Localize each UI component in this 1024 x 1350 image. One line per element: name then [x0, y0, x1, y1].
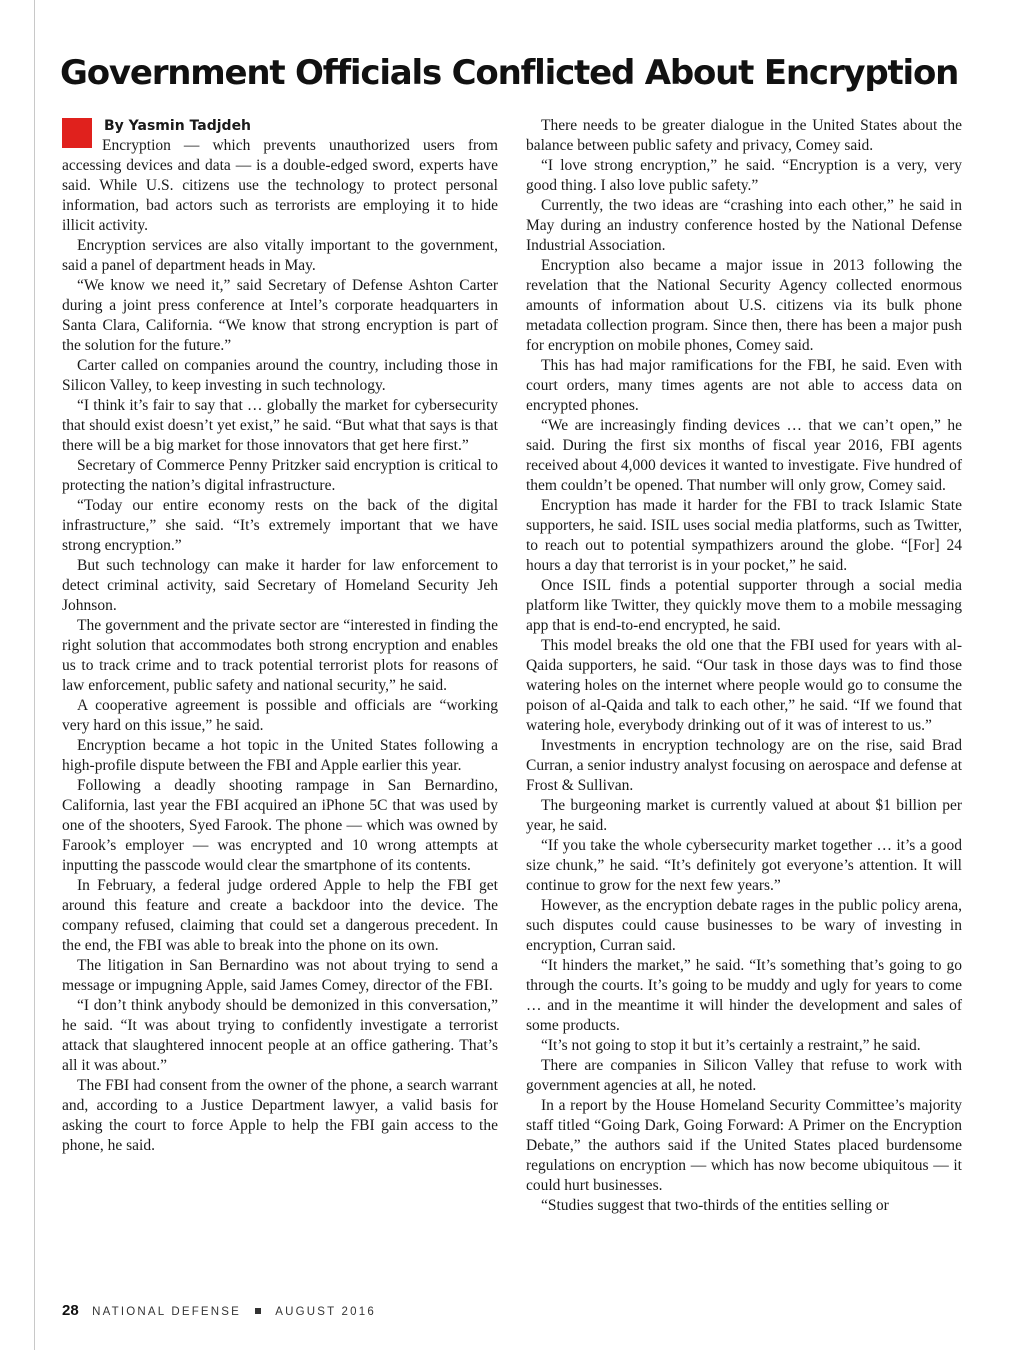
paragraph: Carter called on companies around the country, including those in Silicon Valley, to keep investing in such technology. [62, 357, 498, 394]
paragraph: There needs to be greater dialogue in the United States about the balance between public safety and privacy, Comey said. [526, 117, 962, 154]
page-edge-rule [34, 0, 35, 1350]
paragraph: The litigation in San Bernardino was not about trying to send a message or impugning Apple, said James Comey, director of the FBI. [62, 957, 498, 994]
paragraph: “We know we need it,” said Secretary of Defense Ashton Carter during a joint press conference at Intel’s corporate headquarters in Santa Clara, California. “We know that strong encryption is part of the solution for the future.” [62, 277, 498, 354]
paragraph: This has had major ramifications for the FBI, he said. Even with court orders, many times agents are not able to access data on encrypted phones. [526, 357, 962, 414]
paragraph: This model breaks the old one that the FBI used for years with al-Qaida supporters, he said. “Our task in those days was to find those watering holes on the internet where people would go to consume the poison of al-Qaida and talk to each other,” he said. “If we found that watering hole, everybody drinking out of it was of interest to us.” [526, 637, 962, 734]
paragraph: A cooperative agreement is possible and officials are “working very hard on this issue,” he said. [62, 697, 498, 734]
paragraph: “I think it’s fair to say that … globally the market for cybersecurity that should exist doesn’t yet exist,” he said. “But what that says is that there will be a big market for those innovators that get here first.” [62, 397, 498, 454]
paragraph: In February, a federal judge ordered Apple to help the FBI get around this feature and create a backdoor into the device. The company refused, claiming that could set a dangerous precedent. In the end, the FBI was able to break into the phone on its own. [62, 877, 498, 954]
paragraph: In a report by the House Homeland Security Committee’s majority staff titled “Going Dark, Going Forward: A Primer on the Encryption Debate,” the authors said if the United States placed burdensome regulations on encryption — which has now become ubiquitous — it could hurt businesses. [526, 1097, 962, 1194]
paragraph: “Today our entire economy rests on the back of the digital infrastructure,” she said. “It’s extremely important that we have strong encryption.” [62, 497, 498, 554]
paragraph: “It’s not going to stop it but it’s certainly a restraint,” he said. [541, 1037, 921, 1054]
paragraph: Following a deadly shooting rampage in San Bernardino, California, last year the FBI acquired an iPhone 5C that was used by one of the shooters, Syed Farook. The phone — which was owned by Farook’s employer — was encrypted and 10 wrong attempts at inputting the passcode would clear the smartphone of its contents. [62, 777, 498, 874]
left-column [62, 116, 498, 1156]
paragraph: There are companies in Silicon Valley that refuse to work with government agencies at all, he noted. [526, 1057, 962, 1094]
paragraph: “It hinders the market,” he said. “It’s something that’s going to go through the courts. It’s going to be muddy and ugly for years to come … and in the meantime it will hinder the development and sales of some products. [526, 957, 962, 1034]
paragraph: Encryption — which prevents unauthorized users from accessing devices and data — is a double-edged sword, experts have said. While U.S. citizens use the technology to protect personal information, bad actors such as terrorists are employing it to hide illicit activity. [62, 137, 498, 234]
page-footer [62, 1302, 376, 1319]
paragraph: The FBI had consent from the owner of the phone, a search warrant and, according to a Justice Department lawyer, a valid basis for asking the court to force Apple to help the FBI gain access to the phone, he said. [62, 1077, 498, 1154]
article-headline: Government Officials Conflicted About Encryption [60, 53, 959, 93]
paragraph: But such technology can make it harder for law enforcement to detect criminal activity, said Secretary of Homeland Security Jeh Johnson. [62, 557, 498, 614]
issue-date: AUGUST 2016 [275, 1306, 376, 1318]
paragraph: Encryption services are also vitally important to the government, said a panel of department heads in May. [62, 237, 498, 274]
paragraph: “If you take the whole cybersecurity market together … it’s a good size chunk,” he said. “It’s definitely got everyone’s attention. It will continue to grow for the next few years.” [526, 837, 962, 894]
paragraph: Encryption has made it harder for the FBI to track Islamic State supporters, he said. ISIL uses social media platforms, such as Twitter, to reach out to potential sympathizers around the globe. “[For] 24 hours a day that terrorist is in your pocket,” he said. [526, 497, 962, 574]
paragraph: Currently, the two ideas are “crashing into each other,” he said in May during an industry conference hosted by the National Defense Industrial Association. [526, 197, 962, 254]
page-number: 28 [62, 1302, 79, 1319]
section-marker-square [62, 118, 92, 148]
paragraph: Once ISIL finds a potential supporter through a social media platform like Twitter, they quickly move them to a mobile messaging app that is end-to-end encrypted, he said. [526, 577, 962, 634]
paragraph: Investments in encryption technology are on the rise, said Brad Curran, a senior industry analyst focusing on aerospace and defense at Frost & Sullivan. [526, 737, 963, 794]
right-column [526, 116, 962, 1216]
byline: By Yasmin Tadjdeh [104, 118, 252, 134]
paragraph: “I love strong encryption,” he said. “Encryption is a very, very good thing. I also love public safety.” [526, 157, 962, 194]
paragraph: “We are increasingly finding devices … that we can’t open,” he said. During the first six months of fiscal year 2016, FBI agents received about 4,000 devices it wanted to investigate. Five hundred of them couldn’t be opened. That number will only grow, Comey said. [526, 417, 962, 494]
byline-row [62, 116, 498, 136]
paragraph: However, as the encryption debate rages in the public policy arena, such disputes could cause businesses to be wary of investing in encryption, Curran said. [526, 897, 962, 954]
paragraph: Secretary of Commerce Penny Pritzker said encryption is critical to protecting the nation’s digital infrastructure. [62, 457, 498, 494]
paragraph: “I don’t think anybody should be demonized in this conversation,” he said. “It was about trying to confidently investigate a terrorist attack that slaughtered innocent people at an office gathering. That’s all it was about.” [62, 997, 498, 1074]
publication-name: NATIONAL DEFENSE [92, 1306, 242, 1318]
paragraph: The government and the private sector are “interested in finding the right solution that accommodates both strong encryption and enables us to track crime and to track potential terrorist plots for reasons of law enforcement, public safety and national security,” he said. [62, 617, 498, 694]
paragraph: Encryption also became a major issue in 2013 following the revelation that the National Security Agency collected enormous amounts of information about U.S. citizens via its bulk phone metadata collection program. Since then, there has been a major push for encryption on mobile phones, Comey said. [526, 257, 962, 354]
paragraph: “Studies suggest that two-thirds of the entities selling or [541, 1197, 889, 1214]
paragraph: The burgeoning market is currently valued at about $1 billion per year, he said. [526, 797, 962, 834]
paragraph: Encryption became a hot topic in the United States following a high-profile dispute between the FBI and Apple earlier this year. [62, 737, 498, 774]
footer-separator [255, 1308, 261, 1314]
